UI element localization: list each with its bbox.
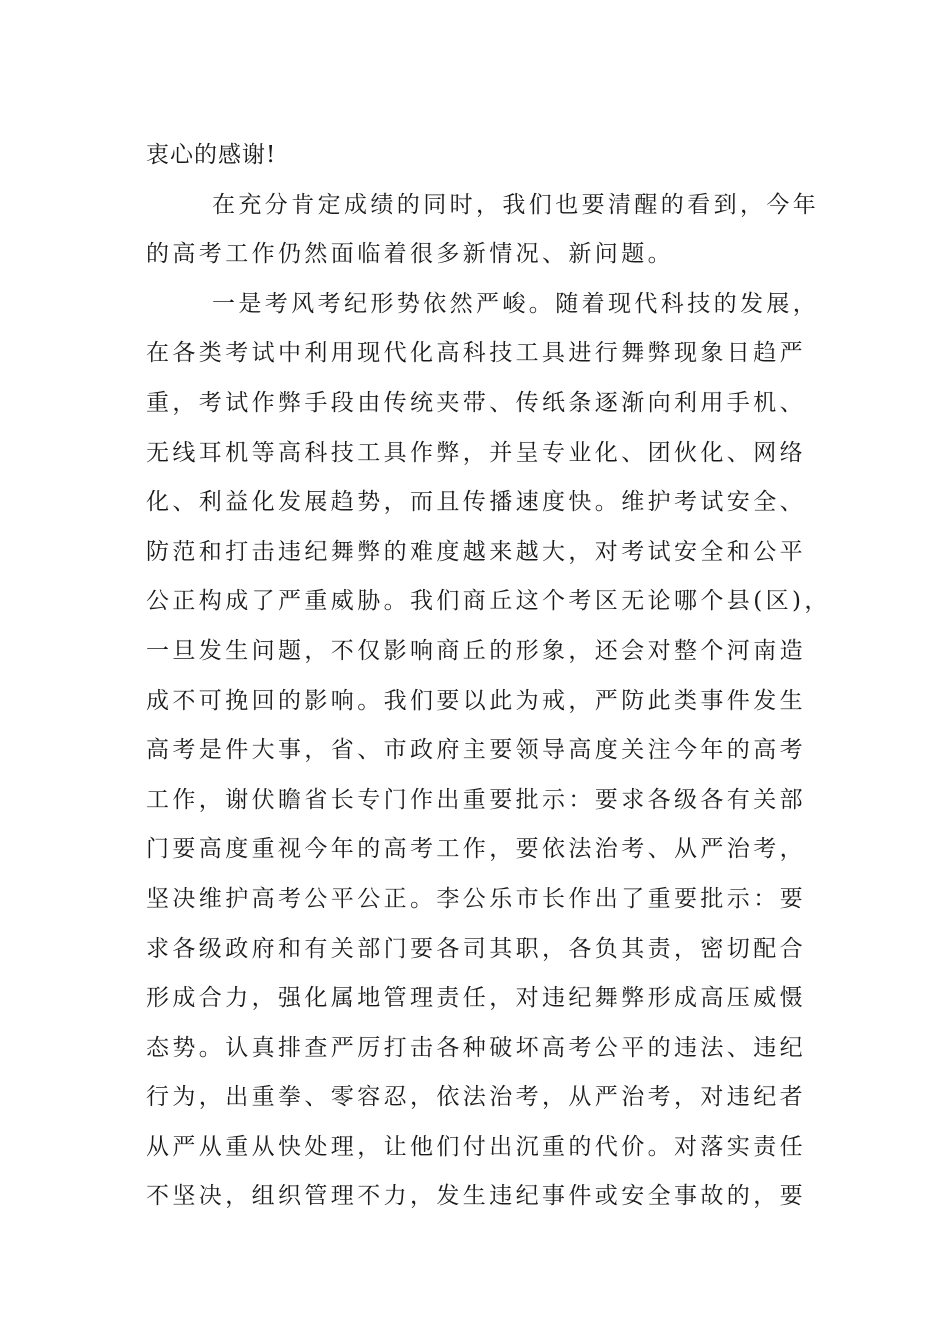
text-line: 态势。认真排查严厉打击各种破坏高考公平的违法、违纪 [146, 1034, 806, 1061]
text-line: 在各类考试中利用现代化高科技工具进行舞弊现象日趋严 [146, 340, 806, 367]
text-line: 门要高度重视今年的高考工作，要依法治考、从严治考， [146, 836, 806, 863]
text-line: 坚决维护高考公平公正。李公乐市长作出了重要批示：要 [146, 885, 806, 912]
text-line: 形成合力，强化属地管理责任，对违纪舞弊形成高压威慑 [146, 985, 806, 1012]
text-line: 工作，谢伏瞻省长专门作出重要批示：要求各级各有关部 [146, 786, 806, 813]
text-line: 不坚决，组织管理不力，发生违纪事件或安全事故的，要 [146, 1183, 806, 1210]
text-line: 重，考试作弊手段由传统夹带、传纸条逐渐向利用手机、 [146, 389, 806, 416]
text-line: 无线耳机等高科技工具作弊，并呈专业化、团伙化、网络 [146, 439, 806, 466]
text-line: 的高考工作仍然面临着很多新情况、新问题。 [146, 241, 674, 268]
text-line: 衷心的感谢! [146, 142, 277, 168]
text-line: 成不可挽回的影响。我们要以此为戒，严防此类事件发生 [146, 687, 806, 714]
text-line: 高考是件大事，省、市政府主要领导高度关注今年的高考 [146, 737, 806, 764]
paragraph-start-line: 一是考风考纪形势依然严峻。随着现代科技的发展， [212, 290, 820, 317]
body-text [146, 131, 831, 1222]
text-line: 一旦发生问题，不仅影响商丘的形象，还会对整个河南造 [146, 637, 806, 664]
text-line: 求各级政府和有关部门要各司其职，各负其责，密切配合 [146, 935, 806, 962]
text-line: 化、利益化发展趋势，而且传播速度快。维护考试安全、 [146, 489, 806, 516]
text-line: 公正构成了严重威胁。我们商丘这个考区无论哪个县(区)， [146, 588, 831, 615]
paragraph-start-line: 在充分肯定成绩的同时，我们也要清醒的看到，今年 [212, 191, 820, 218]
text-line: 从严从重从快处理，让他们付出沉重的代价。对落实责任 [146, 1133, 806, 1160]
text-line: 行为，出重拳、零容忍，依法治考，从严治考，对违纪者 [146, 1084, 806, 1111]
text-line: 防范和打击违纪舞弊的难度越来越大，对考试安全和公平 [146, 538, 806, 565]
